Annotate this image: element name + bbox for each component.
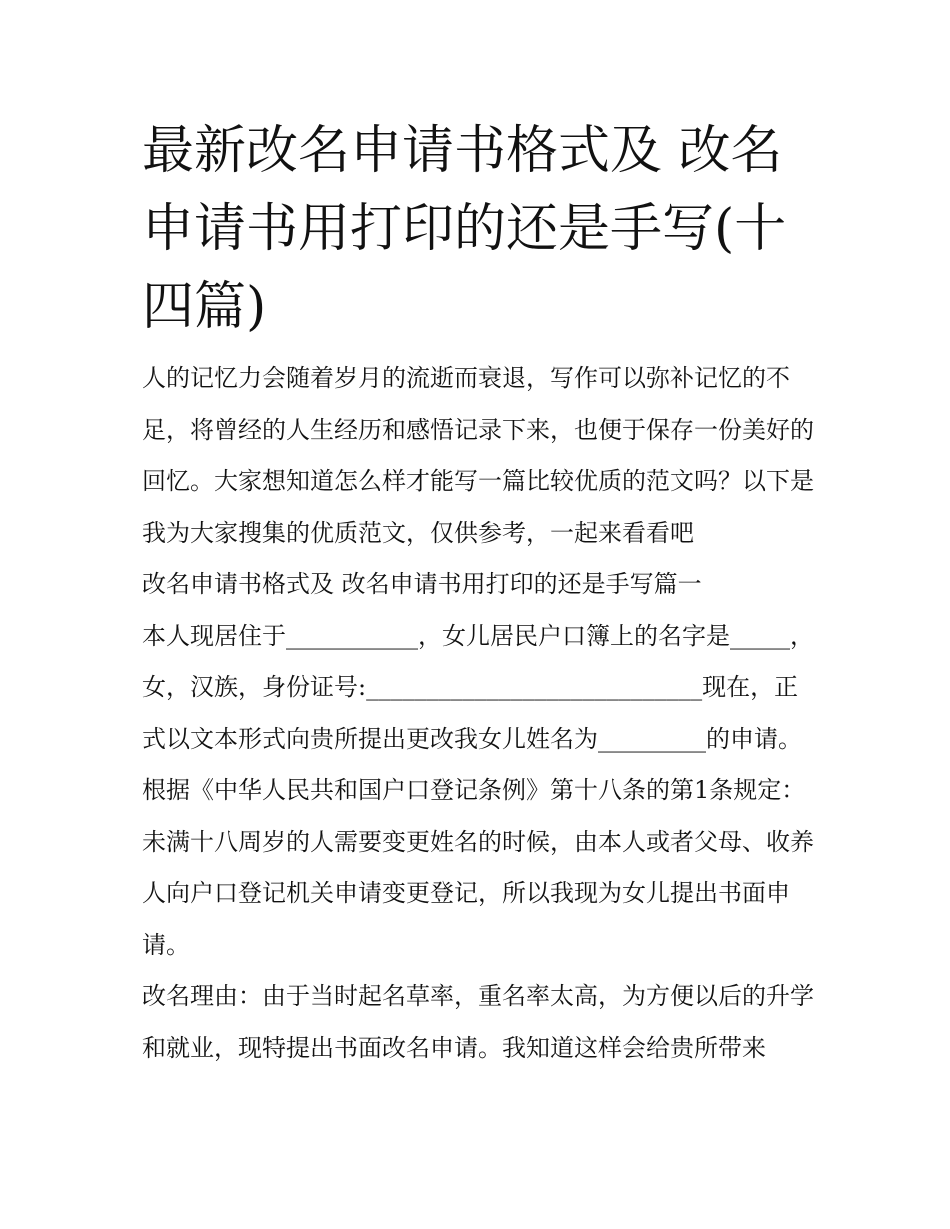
document-title: 最新改名申请书格式及 改名申请书用打印的还是手写(十四篇): [142, 121, 787, 337]
section-heading: 改名申请书格式及 改名申请书用打印的还是手写篇一: [142, 570, 702, 598]
reason-paragraph: 改名理由：由于当时起名草率，重名率太高，为方便以后的升学和就业，现特提出书面改名申请。我知道这样会给贵所带来: [142, 982, 814, 1062]
legal-basis-paragraph: 根据《中华人民共和国户口登记条例》第十八条的第1条规定：未满十八周岁的人需要变更姓名的时候，由本人或者父母、收养人向户口登记机关申请变更登记，所以我现为女儿提出书面申请。: [142, 776, 814, 959]
document-body: [142, 353, 814, 1074]
application-paragraph: 本人现居住于___________，女儿居民户口簿上的名字是_____，女，汉族，身份证号:____________________________现在，正式以文本形式向贵所提出更改我女儿姓名为_________的申请。: [142, 621, 814, 753]
intro-paragraph: 人的记忆力会随着岁月的流逝而衰退，写作可以弥补记忆的不足，将曾经的人生经历和感悟记录下来，也便于保存一份美好的回忆。大家想知道怎么样才能写一篇比较优质的范文吗？以下是我为大家搜集的优质范文，仅供参考，一起来看看吧: [142, 364, 814, 547]
